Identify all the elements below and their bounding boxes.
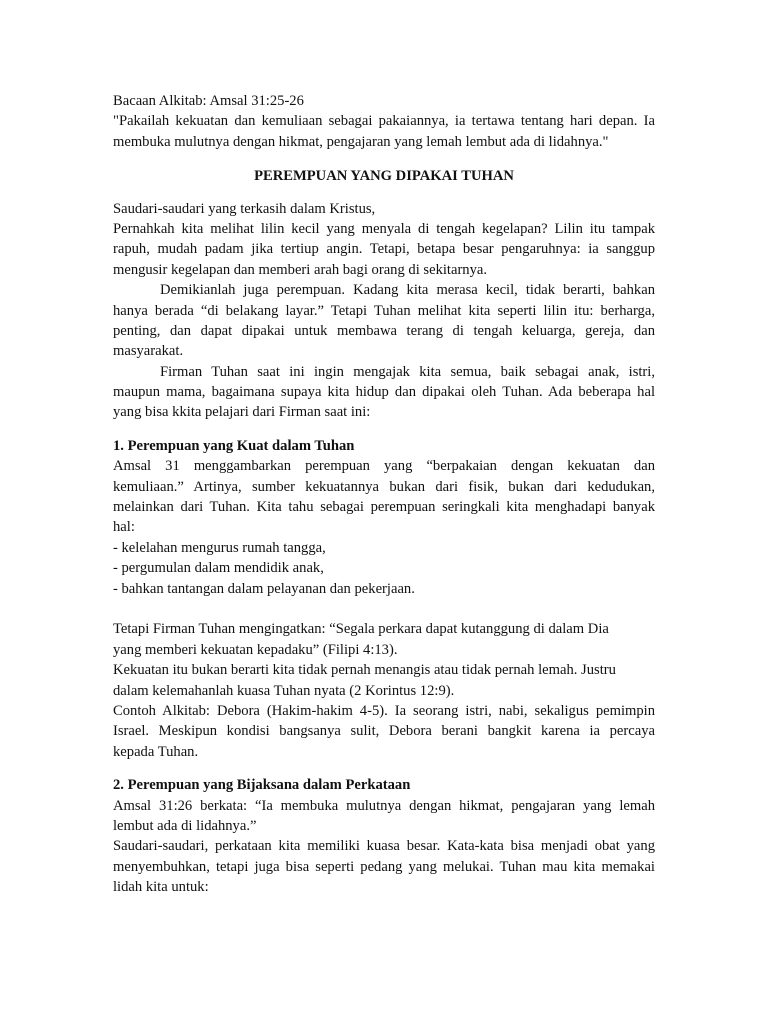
paragraph-line: penting, dan dapat dipakai untuk membawa terang di tengah keluarga, gereja, dan <box>113 322 655 339</box>
paragraph-line: hal: <box>113 519 135 536</box>
document-page <box>113 91 655 897</box>
reading-verse-line: "Pakailah kekuatan dan kemuliaan sebagai pakaiannya, ia tertawa tentang hari depan. Ia <box>113 113 655 130</box>
paragraph-line: yang memberi kekuatan kepadaku” (Filipi 4:13). <box>113 641 398 658</box>
paragraph-line: masyarakat. <box>113 343 184 360</box>
paragraph-line: Kekuatan itu bukan berarti kita tidak pernah menangis atau tidak pernah lemah. Justru <box>113 662 616 679</box>
paragraph-line: lidah kita untuk: <box>113 879 209 896</box>
paragraph-line: lembut ada di lidahnya.” <box>113 817 257 834</box>
paragraph-line: menyembuhkan, tetapi juga bisa seperti pedang yang melukai. Tuhan mau kita memakai <box>113 858 655 875</box>
paragraph-line: Firman Tuhan saat ini ingin mengajak kita semua, baik sebagai anak, istri, <box>160 363 655 380</box>
list-item: - kelelahan mengurus rumah tangga, <box>113 539 326 556</box>
page-title: PEREMPUAN YANG DIPAKAI TUHAN <box>254 168 514 185</box>
paragraph-line: dalam kelemahanlah kuasa Tuhan nyata (2 Korintus 12:9). <box>113 682 455 699</box>
paragraph-line: mengusir kegelapan dan memberi arah bagi orang di sekitarnya. <box>113 261 488 278</box>
paragraph-line: Tetapi Firman Tuhan mengingatkan: “Segala perkara dapat kutanggung di dalam Dia <box>113 621 609 638</box>
section-heading: 2. Perempuan yang Bijaksana dalam Perkataan <box>113 777 411 794</box>
paragraph-line: Saudari-saudari, perkataan kita memiliki kuasa besar. Kata-kata bisa menjadi obat yang <box>113 838 655 855</box>
section-heading: 1. Perempuan yang Kuat dalam Tuhan <box>113 437 355 454</box>
paragraph-line: Pernahkah kita melihat lilin kecil yang menyala di tengah kegelapan? Lilin itu tampak <box>113 220 655 237</box>
paragraph-line: yang bisa kkita pelajari dari Firman saat ini: <box>113 404 371 421</box>
reading-reference: Bacaan Alkitab: Amsal 31:25-26 <box>113 93 304 109</box>
list-item: - pergumulan dalam mendidik anak, <box>113 560 324 577</box>
paragraph-line: kepada Tuhan. <box>113 743 199 760</box>
reading-verse-line: membuka mulutnya dengan hikmat, pengajaran yang lemah lembut ada di lidahnya." <box>113 133 609 150</box>
paragraph-line: melainkan dari Tuhan. Kita tahu sebagai perempuan seringkali kita menghadapi banyak <box>113 499 655 516</box>
paragraph-line: rapuh, mudah padam jika tertiup angin. Tetapi, betapa besar pengaruhnya: ia sanggup <box>113 241 655 258</box>
paragraph-line: Demikianlah juga perempuan. Kadang kita merasa kecil, tidak berarti, bahkan <box>160 282 655 299</box>
greeting: Saudari-saudari yang terkasih dalam Kristus, <box>113 200 376 217</box>
paragraph-line: Amsal 31:26 berkata: “Ia membuka mulutnya dengan hikmat, pengajaran yang lemah <box>113 797 655 814</box>
paragraph-line: Amsal 31 menggambarkan perempuan yang “berpakaian dengan kekuatan dan <box>113 458 655 475</box>
paragraph-line: Israel. Meskipun kondisi bangsanya sulit, Debora berani bangkit karena ia percaya <box>113 723 655 740</box>
paragraph-line: kemuliaan.” Artinya, sumber kekuatannya bukan dari fisik, bukan dari kedudukan, <box>113 478 655 495</box>
paragraph-line: Contoh Alkitab: Debora (Hakim-hakim 4-5). Ia seorang istri, nabi, sekaligus pemimpin <box>113 702 655 719</box>
paragraph-line: maupun mama, bagaimana supaya kita hidup dan dipakai oleh Tuhan. Ada beberapa hal <box>113 384 655 401</box>
list-item: - bahkan tantangan dalam pelayanan dan pekerjaan. <box>113 580 415 597</box>
paragraph-line: hanya berada “di belakang layar.” Tetapi Tuhan melihat kita seperti lilin itu: berharga, <box>113 302 655 319</box>
